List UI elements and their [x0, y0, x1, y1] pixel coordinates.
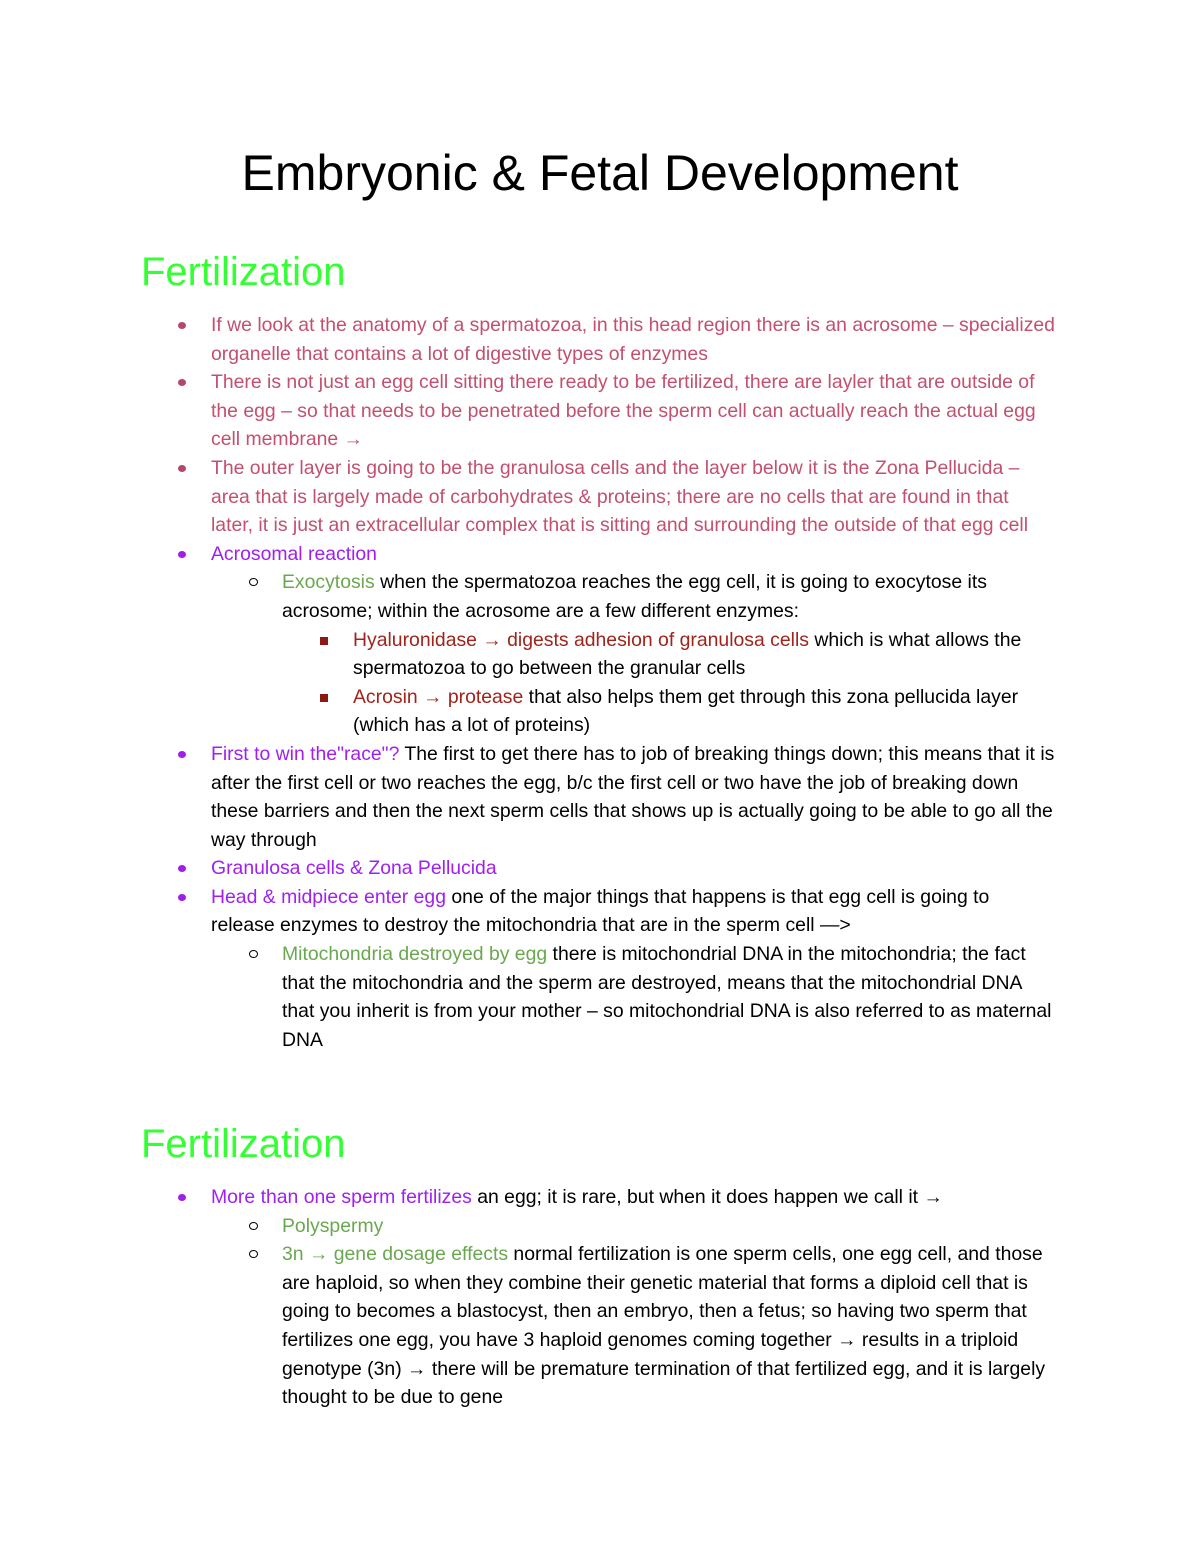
list-item-label: Hyaluronidase → digests adhesion of granulosa cells: [353, 628, 809, 651]
list-item: [0, 454, 1056, 540]
list-item-text: that also helps them get through this zona pellucida layer (which has a lot of proteins): [353, 685, 1019, 737]
list-item: [0, 626, 1056, 683]
list-item-text: The first to get there has to job of breaking things down; this means that it is after the first cell or two reaches the egg, b/c the first cell or two have the job of breaking down these barriers and then the next sperm cells that shows up is actually going to be able to go all the way through: [211, 742, 1055, 851]
list-item: [0, 854, 1056, 883]
list-item-label: Mitochondria destroyed by egg: [282, 943, 548, 966]
list-item-text: If we look at the anatomy of a spermatozoa, in this head region there is an acrosome – specialized organelle that contains a lot of digestive types of enzymes: [211, 314, 1055, 365]
list-item-label: Exocytosis: [282, 571, 375, 594]
list-item-label: First to win the"race"?: [211, 742, 400, 765]
list-item-text: there is mitochondrial DNA in the mitochondria; the fact that the mitochondria and the sperm are destroyed, means that the mitochondrial DNA that you inherit is from your mother – so mitochondrial DNA is also referred to as maternal DNA: [282, 943, 1052, 1051]
list-item: [0, 568, 1056, 625]
list-item: [0, 740, 1056, 854]
section-heading-fertilization-1: Fertilization: [141, 250, 346, 294]
list-item: [0, 368, 1056, 454]
list-item-label: Acrosomal reaction: [211, 542, 377, 565]
list-item-label: Granulosa cells & Zona Pellucida: [211, 857, 497, 880]
list-item-label: Polyspermy: [282, 1214, 384, 1237]
list-item-text: normal fertilization is one sperm cells, one egg cell, and those are haploid, so when they combine their genetic material that forms a diploid cell that is going to becomes a blastocyst, then an embryo, then a fetus; so having two sperm that fertilizes one egg, you have 3 haploid genomes coming together → results in a triploid genotype (3n) → there will be premature termination of that fertilized egg, and it is largely thought to be due to gene: [282, 1243, 1046, 1409]
list-item: [0, 311, 1056, 368]
list-item-label: More than one sperm fertilizes: [211, 1186, 472, 1208]
section-heading-fertilization-2: Fertilization: [141, 1122, 346, 1166]
document-title: Embryonic & Fetal Development: [241, 145, 959, 201]
list-item-text: There is not just an egg cell sitting there ready to be fertilized, there are layler that are outside of the egg – so that needs to be penetrated before the sperm cell can actually reach the actual egg cell membrane →: [211, 371, 1036, 451]
list-item: [0, 940, 1056, 1054]
list-item-text: when the spermatozoa reaches the egg cell, it is going to exocytose its acrosome; within the acrosome are a few different enzymes:: [282, 571, 987, 622]
list-item-text: an egg; it is rare, but when it does happen we call it →: [471, 1186, 943, 1208]
list-item-text: The outer layer is going to be the granulosa cells and the layer below it is the Zona Pellucida – area that is largely made of carbohydrates & proteins; there are no cells that are found in that later, it is just an extracellular complex that is sitting and surrounding the outside of that egg cell: [211, 456, 1029, 537]
fertilization-list-2: [0, 1183, 1200, 1412]
list-item: [0, 683, 1056, 740]
list-item-label: Head & midpiece enter egg: [211, 885, 446, 908]
list-item: [0, 883, 1056, 940]
list-item-label: Acrosin → protease: [353, 685, 524, 708]
list-item-label: 3n → gene dosage effects: [282, 1243, 509, 1266]
list-item: [0, 540, 1056, 569]
fertilization-list-1: [0, 311, 1200, 1054]
list-item-text: one of the major things that happens is that egg cell is going to release enzymes to destroy the mitochondria that are in the sperm cell —>: [211, 885, 990, 937]
list-item: [0, 1183, 1056, 1212]
list-item: [0, 1212, 1056, 1241]
list-item-text: which is what allows the spermatozoa to go between the granular cells: [353, 628, 1022, 680]
list-item: [0, 1240, 1056, 1412]
